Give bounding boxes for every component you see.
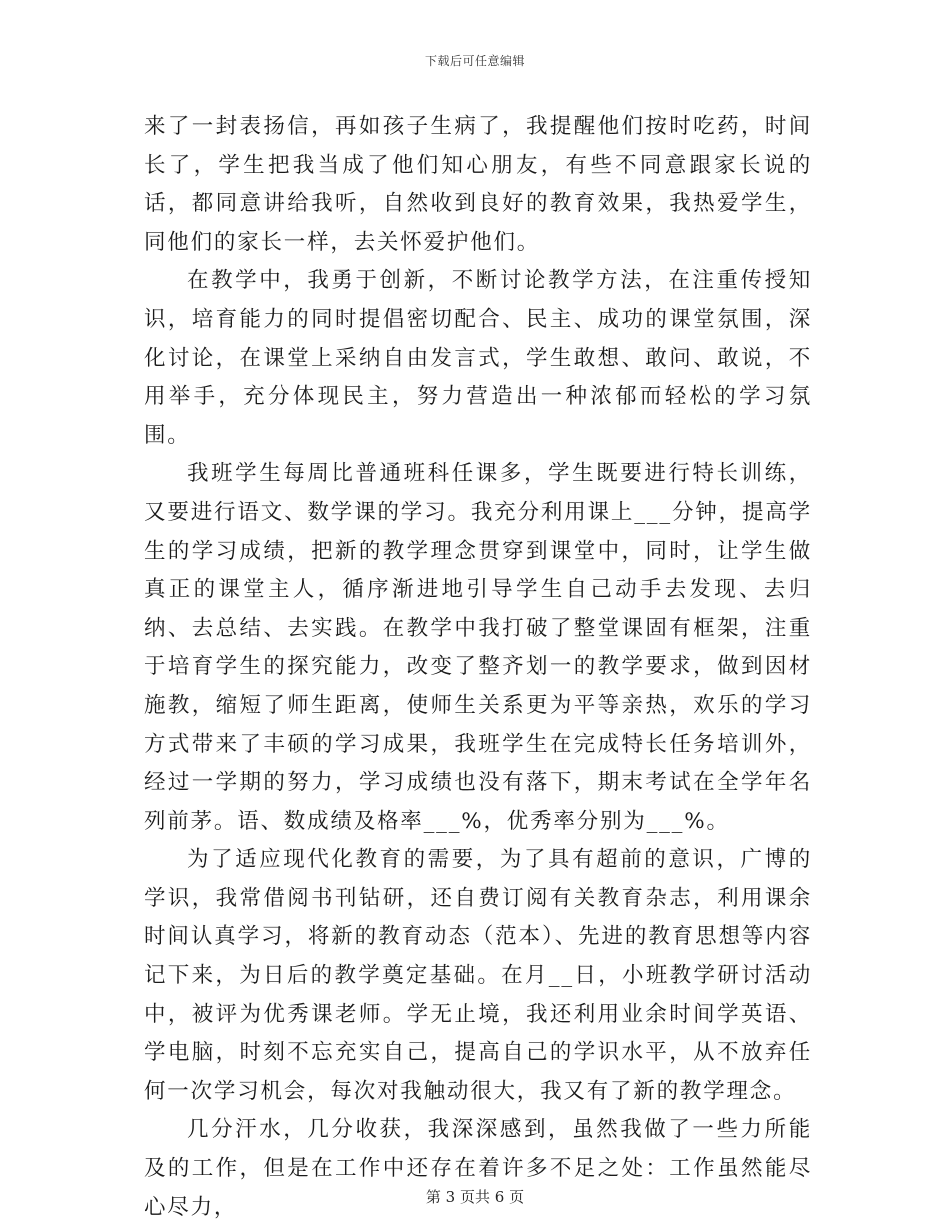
paragraph-teaching-innovation: 在教学中，我勇于创新，不断讨论教学方法，在注重传授知识，培育能力的同时提倡密切配合、民主、成功的课堂氛围，深化讨论，在课堂上采纳自由发言式，学生敢想、敢问、敢说，不用举手，充分体现民主，努力营造出一种浓郁而轻松的学习氛围。: [144, 268, 812, 448]
paragraph-class-learning: 我班学生每周比普通班科任课多，学生既要进行特长训练，又要进行语文、数学课的学习。我充分利用课上___分钟，提高学生的学习成绩，把新的教学理念贯穿到课堂中，同时，让学生做真正的课堂主人，循序渐进地引导学生自己动手去发现、去归纳、去总结、去实践。在教学中我打破了整堂课固有框架，注重于培育学生的探究能力，改变了整齐划一的教学要求，做到因材施教，缩短了师生距离，使师生关系更为平等亲热，欢乐的学习方式带来了丰硕的学习成果，我班学生在完成特长任务培训外，经过一学期的努力，学习成绩也没有落下，期末考试在全学年名列前茅。语、数成绩及格率___%，优秀率分别为___%。: [144, 461, 812, 834]
paragraph-reflection: 几分汗水，几分收获，我深深感到，虽然我做了一些力所能及的工作，但是在工作中还存在着许多不足之处：工作虽然能尽心尽力，: [144, 1117, 812, 1220]
paragraph-self-study: 为了适应现代化教育的需要，为了具有超前的意识，广博的学识，我常借阅书刊钻研，还自费订阅有关教育杂志，利用课余时间认真学习，将新的教育动态（范本）、先进的教育思想等内容记下来，为日后的教学奠定基础。在月__日，小班教学研讨活动中，被评为优秀课老师。学无止境，我还利用业余时间学英语、学电脑，时刻不忘充实自己，提高自己的学识水平，从不放弃任何一次学习机会，每次对我触动很大，我又有了新的教学理念。: [144, 847, 812, 1104]
paragraph-continuation: 来了一封表扬信，再如孩子生病了，我提醒他们按时吃药，时间长了，学生把我当成了他们知心朋友，有些不同意跟家长说的话，都同意讲给我听，自然收到良好的教育效果，我热爱学生，同他们的家长一样，去关怀爱护他们。: [144, 114, 812, 255]
page-header: 下载后可任意编辑: [424, 54, 525, 68]
page-footer: 第 3 页共 6 页: [425, 1188, 525, 1206]
document-body: [144, 108, 812, 1227]
